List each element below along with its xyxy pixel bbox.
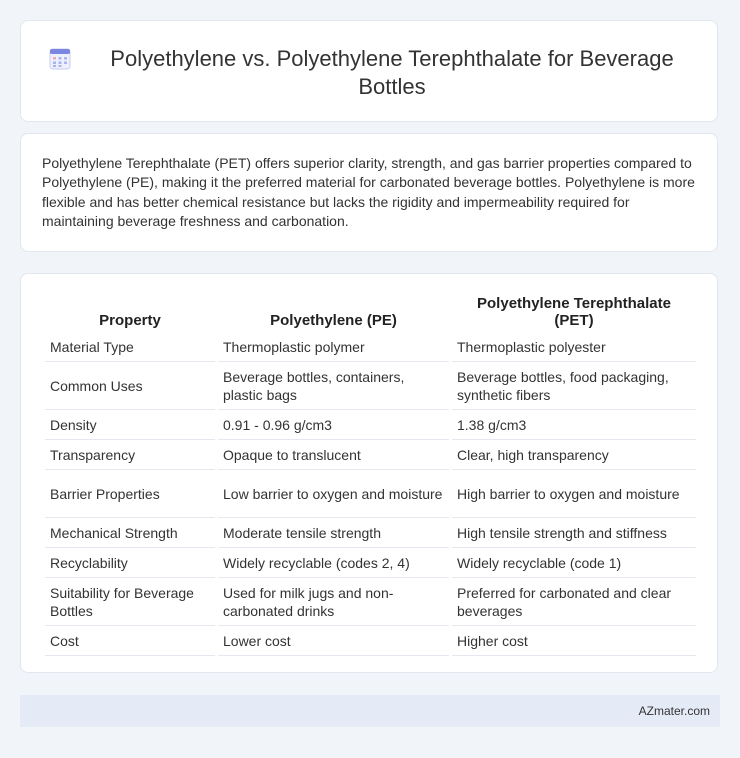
table-row <box>45 578 696 626</box>
table-cell: 1.38 g/cm3 <box>452 410 696 440</box>
table-cell: Lower cost <box>218 626 449 656</box>
table-row <box>45 362 696 410</box>
table-cell: Common Uses <box>45 362 215 410</box>
header-pet: Polyethylene Terephthalate (PET) <box>477 295 671 329</box>
intro-paragraph: Polyethylene Terephthalate (PET) offers superior clarity, strength, and gas barrier properties compared to Polyethylene (PE), making it the preferred material for carbonated beverage bottles. Polyethylene is more flexible and has better chemical resistance but lacks the rigidity and impermeability required for maintaining beverage freshness and carbonation. <box>42 155 695 230</box>
table-cell: Recyclability <box>45 548 215 578</box>
title-card <box>20 20 718 122</box>
table-cell: Suitability for Beverage Bottles <box>45 578 215 626</box>
footer-site-link[interactable]: AZmater.com <box>638 704 710 718</box>
table-cell: Moderate tensile strength <box>218 518 449 548</box>
header-property: Property <box>99 312 161 329</box>
comparison-card <box>20 273 718 673</box>
header-pe: Polyethylene (PE) <box>270 312 397 329</box>
table-cell: Cost <box>45 626 215 656</box>
table-cell: Beverage bottles, food packaging, synthetic fibers <box>452 362 696 410</box>
table-cell: Beverage bottles, containers, plastic bags <box>218 362 449 410</box>
table-cell: High tensile strength and stiffness <box>452 518 696 548</box>
table-cell: Opaque to translucent <box>218 440 449 470</box>
table-cell: Higher cost <box>452 626 696 656</box>
table-row <box>45 518 696 548</box>
table-row <box>45 332 696 362</box>
table-cell: Density <box>45 410 215 440</box>
table-cell: Barrier Properties <box>45 470 215 518</box>
table-header-row <box>45 295 696 332</box>
table-row <box>45 440 696 470</box>
table-cell: Transparency <box>45 440 215 470</box>
table-cell: 0.91 - 0.96 g/cm3 <box>218 410 449 440</box>
table-cell: Thermoplastic polymer <box>218 332 449 362</box>
table-row <box>45 470 696 518</box>
table-row <box>45 410 696 440</box>
table-cell: Preferred for carbonated and clear beverages <box>452 578 696 626</box>
table-cell: High barrier to oxygen and moisture <box>452 470 696 518</box>
table-cell: Widely recyclable (code 1) <box>452 548 696 578</box>
table-icon <box>49 48 71 70</box>
table-row <box>45 548 696 578</box>
table-cell: Thermoplastic polyester <box>452 332 696 362</box>
footer-bar <box>20 695 720 727</box>
table-cell: Mechanical Strength <box>45 518 215 548</box>
table-row <box>45 626 696 656</box>
comparison-table <box>42 295 699 656</box>
page-title: Polyethylene vs. Polyethylene Terephthalate for Beverage Bottles <box>110 46 674 99</box>
table-cell: Material Type <box>45 332 215 362</box>
table-cell: Low barrier to oxygen and moisture <box>218 470 449 518</box>
table-cell: Widely recyclable (codes 2, 4) <box>218 548 449 578</box>
table-cell: Clear, high transparency <box>452 440 696 470</box>
table-cell: Used for milk jugs and non-carbonated drinks <box>218 578 449 626</box>
intro-card <box>20 133 718 252</box>
